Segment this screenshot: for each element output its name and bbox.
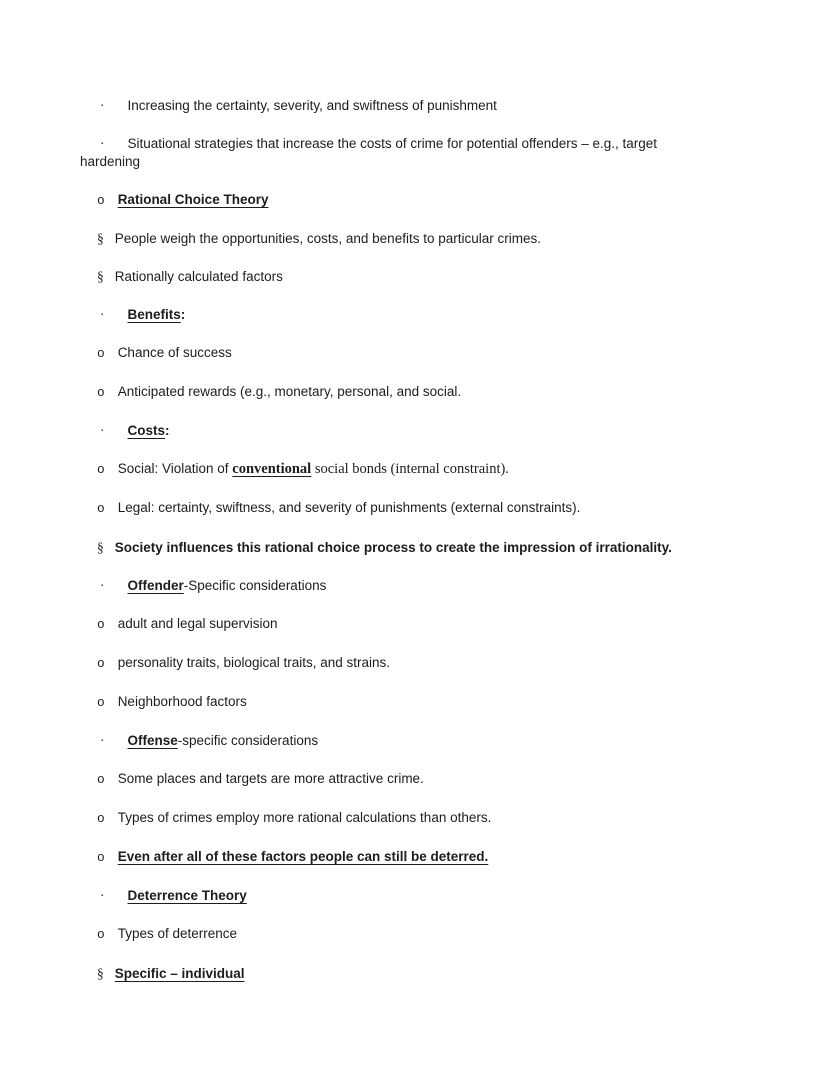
dot-bullet: · [100,423,105,439]
text-segment: Increasing the certainty, severity, and swiftness of punishment [127,98,497,113]
text-segment: People weigh the opportunities, costs, and benefits to particular crimes. [114,230,541,246]
text-segment: hardening [80,153,141,169]
document-body [80,97,785,1003]
dot-bullet: · [100,733,105,748]
text-segment: Offense [127,733,178,748]
text-segment: Legal: certainty, swiftness, and severity of punishments (external constraints). [117,500,581,516]
list-item-level-2 [80,848,785,867]
text-segment: Situational strategies that increase the costs of crime for potential offenders – e.g., target [127,136,658,152]
dot-bullet: · [100,136,105,152]
circle-bullet: o [97,501,105,517]
text-segment: Society influences this rational choice process to create the impression of irrationality. [114,539,672,555]
list-item-level-3 [80,965,785,983]
list-item-level-1 [80,135,785,170]
list-item-level-2 [80,460,785,479]
circle-bullet: o [97,811,105,827]
text-segment: -specific considerations [177,733,319,748]
text-segment: : [180,306,186,322]
text-segment: Deterrence Theory [127,888,247,904]
circle-bullet: o [97,772,105,788]
dot-bullet: · [100,888,105,904]
list-item-level-2 [80,770,785,789]
text-segment: social bonds (internal constraint). [311,461,509,478]
list-item-level-3 [80,230,785,248]
list-item-level-1 [80,422,785,440]
text-segment: : [165,423,170,439]
text-segment: Anticipated rewards (e.g., monetary, personal, and social. [117,384,462,400]
list-item-level-1 [80,887,785,905]
text-segment: Rational Choice Theory [117,191,269,207]
circle-bullet: o [97,385,105,401]
circle-bullet: o [97,655,105,671]
list-item-level-2 [80,383,785,402]
dot-bullet: · [100,306,105,322]
list-item-level-2 [80,191,785,210]
list-item-level-2 [80,654,785,673]
text-segment: conventional [232,461,312,478]
dot-bullet: · [100,98,105,113]
list-item-level-2 [80,344,785,363]
circle-bullet: o [97,462,105,478]
list-item-level-1 [80,97,785,115]
text-segment: Costs [127,423,166,439]
text-segment: Types of crimes employ more rational calculations than others. [117,810,492,826]
list-item-level-2 [80,925,785,944]
circle-bullet: o [97,616,105,632]
section-sign-bullet: § [97,268,104,284]
list-item-level-2 [80,693,785,712]
text-segment: Benefits [127,306,181,322]
circle-bullet: o [97,694,105,710]
list-item-level-1 [80,577,785,595]
text-segment: Neighborhood factors [117,693,247,709]
text-segment: -Specific considerations [183,577,327,593]
section-sign-bullet: § [97,539,104,555]
section-sign-bullet: § [97,965,104,981]
list-item-level-3 [80,539,785,557]
section-sign-bullet: § [97,230,104,246]
text-segment: Specific – individual [114,965,245,981]
list-item-level-2 [80,499,785,518]
list-item-level-2 [80,809,785,828]
circle-bullet: o [97,850,105,866]
circle-bullet: o [97,927,105,943]
text-segment: Types of deterrence [117,926,238,942]
text-segment: Even after all of these factors people can still be deterred. [117,849,489,865]
list-item-level-1 [80,306,785,324]
list-item-level-3 [80,268,785,286]
text-segment: personality traits, biological traits, and strains. [117,654,391,670]
text-segment: Chance of success [117,345,232,361]
text-segment: Offender [127,577,184,593]
text-segment: Social: Violation of [117,461,233,477]
text-segment: Rationally calculated factors [114,268,283,284]
circle-bullet: o [97,192,105,208]
text-segment: adult and legal supervision [117,615,278,631]
list-item-level-2 [80,615,785,634]
dot-bullet: · [100,577,105,593]
text-segment: Some places and targets are more attractive crime. [117,771,424,787]
circle-bullet: o [97,346,105,362]
list-item-level-1 [80,732,785,750]
